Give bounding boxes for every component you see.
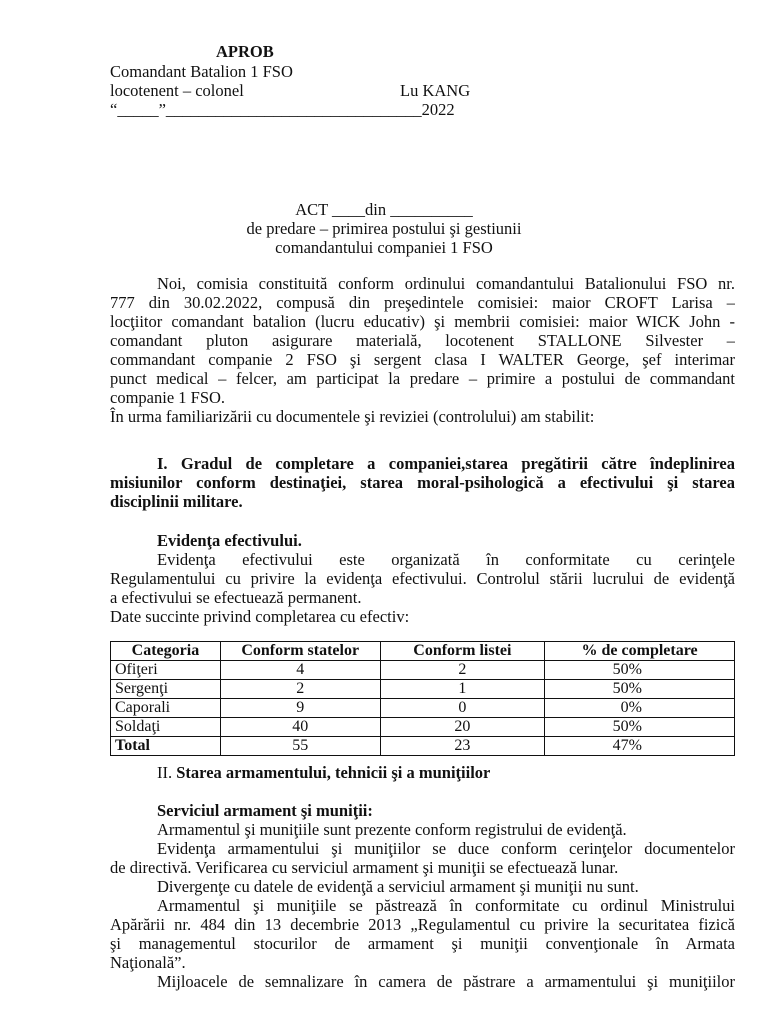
table-header-row (111, 642, 735, 661)
service-paragraph-4-line: şi managementul stocurilor de armament şi muniţii convenţionale în Armata (110, 934, 735, 953)
category-cell: Sergenţi (111, 680, 221, 699)
percent-cell: 50% (545, 661, 735, 680)
intro-line: commandant companie 2 FSO şi sergent clasa I WALTER George, şef interimar (110, 350, 735, 369)
list-cell: 1 (380, 680, 545, 699)
intro-line: 777 din 30.02.2022, compusă din preşedintele comisiei: maior CROFT Larisa – (110, 293, 735, 312)
intro-result-line: În urma familiarizării cu documentele şi reviziei (controlului) am stabilit: (110, 407, 595, 426)
approval-date-line: “_____”_______________________________2022 (110, 100, 455, 119)
service-paragraph-2-line: Evidenţa armamentului şi muniţiilor se duce conform cerinţelor documentelor (157, 839, 735, 858)
service-heading: Serviciul armament şi muniţii: (157, 801, 373, 820)
total-label-cell: Total (111, 737, 221, 756)
column-header: Categoria (111, 642, 221, 661)
list-cell: 2 (380, 661, 545, 680)
table-row (111, 699, 735, 718)
act-subtitle-2: comandantului companiei 1 FSO (275, 238, 493, 257)
section-1-line: I. Gradul de completare a companiei,starea pregătirii către îndeplinirea (157, 454, 735, 473)
table-row (111, 680, 735, 699)
act-subtitle-1: de predare – primirea postului şi gestiunii (246, 219, 522, 238)
column-header: Conform statelor (220, 642, 380, 661)
evidence-section (110, 531, 735, 626)
table-row (111, 718, 735, 737)
intro-line: punct medical – felcer, am participat la predare – primire a postului de commandant (110, 369, 735, 388)
approve-heading: APROB (216, 42, 274, 61)
category-cell: Soldaţi (111, 718, 221, 737)
table-total-row (111, 737, 735, 756)
percent-cell: 0% (545, 699, 735, 718)
intro-line: companie 1 FSO. (110, 388, 226, 407)
section-1-line: disciplinii militare. (110, 492, 243, 511)
percent-cell: 50% (545, 680, 735, 699)
section-2-title: Starea armamentului, tehnicii şi a muniţiilor (176, 763, 491, 782)
list-cell: 20 (380, 718, 545, 737)
state-cell: 2 (220, 680, 380, 699)
evidence-line: Evidenţa efectivului este organizată în conformitate cu cerinţele (157, 550, 735, 569)
table-intro: Date succinte privind completarea cu efectiv: (110, 607, 410, 626)
armament-service-section (110, 801, 735, 991)
service-paragraph-3: Divergenţe cu datele de evidenţă a serviciul armament şi muniţii nu sunt. (157, 877, 639, 896)
intro-line: Noi, comisia constituită conform ordinului comandantului Batalionului FSO nr. (157, 274, 735, 293)
column-header: % de completare (545, 642, 735, 661)
total-list-cell: 23 (380, 737, 545, 756)
state-cell: 40 (220, 718, 380, 737)
total-state-cell: 55 (220, 737, 380, 756)
service-paragraph-5: Mijloacele de semnalizare în camera de păstrare a armamentului şi muniţiilor (157, 972, 735, 991)
service-paragraph-4-line: Apărării nr. 484 din 13 decembrie 2013 „Regulamentul cu privire la securitatea fizică (110, 915, 735, 934)
evidence-heading: Evidenţa efectivului. (157, 531, 302, 550)
section-1-line: misiunilor conform destinaţiei, starea moral-psihologică a efectivului şi starea (110, 473, 735, 492)
state-cell: 4 (220, 661, 380, 680)
percent-cell: 50% (545, 718, 735, 737)
section-2-prefix: II. (157, 763, 177, 782)
intro-line: comandant pluton asigurare materială, locotenent STALLONE Silvester – (110, 331, 735, 350)
intro-line: locţiitor comandant batalion (lucru educativ) şi membrii comisiei: maior WICK John - (110, 312, 735, 331)
total-percent-cell: 47% (545, 737, 735, 756)
service-paragraph-2-line: de directivă. Verificarea cu serviciul armament şi muniţii se efectuează lunar. (110, 858, 619, 877)
table-row (111, 661, 735, 680)
commander-title: Comandant Batalion 1 FSO (110, 62, 293, 81)
act-title: ACT ____din __________ (295, 200, 473, 219)
evidence-line: Regulamentului cu privire la evidenţa efectivului. Controlul stării lucrului de evidenţă (110, 569, 735, 588)
section-1-heading (110, 454, 735, 511)
evidence-line: a efectivului se efectuează permanent. (110, 588, 362, 607)
commander-rank: locotenent – colonel (110, 81, 244, 100)
column-header: Conform listei (380, 642, 545, 661)
category-cell: Caporali (111, 699, 221, 718)
service-paragraph-1: Armamentul şi muniţiile sunt prezente conform registrului de evidenţă. (157, 820, 627, 839)
intro-paragraph (110, 274, 735, 426)
list-cell: 0 (380, 699, 545, 718)
personnel-table (110, 641, 735, 756)
section-2-line (110, 763, 735, 782)
state-cell: 9 (220, 699, 380, 718)
service-paragraph-4-line: Armamentul şi muniţiile se păstrează în conformitate cu ordinul Ministrului (157, 896, 735, 915)
section-2-heading (110, 763, 735, 782)
commander-name: Lu KANG (400, 81, 471, 100)
service-paragraph-4-line: Naţională”. (110, 953, 186, 972)
category-cell: Ofiţeri (111, 661, 221, 680)
